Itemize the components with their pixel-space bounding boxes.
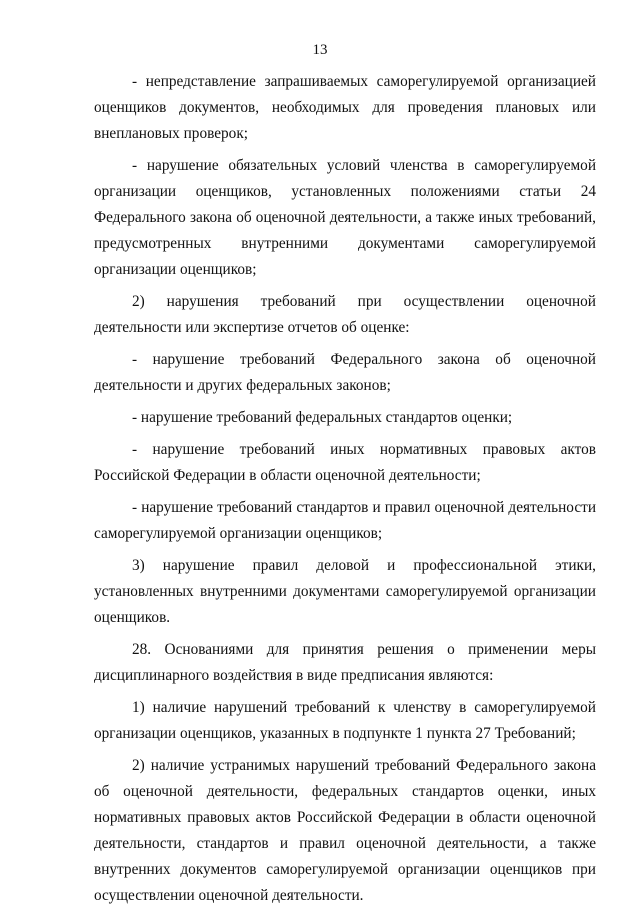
paragraph-5: - нарушение требований федеральных стандартов оценки; [132, 409, 513, 426]
document-body [94, 69, 596, 915]
paragraph-1: - непредставление запрашиваемых саморегулируемой организацией оценщиков документов, необходимых для проведения плановых или внеплановых проверок; [94, 73, 596, 142]
page-number: 13 [312, 42, 328, 58]
paragraph-10: 1) наличие нарушений требований к членству в саморегулируемой организации оценщиков, указанных в подпункте 1 пункта 27 Требований; [94, 699, 596, 742]
paragraph-8: 3) нарушение правил деловой и профессиональной этики, установленных внутренними документами саморегулируемой организации оценщиков. [94, 557, 596, 626]
paragraph-4: - нарушение требований Федерального закона об оценочной деятельности и других федеральных законов; [94, 351, 596, 394]
paragraph-11: 2) наличие устранимых нарушений требований Федерального закона об оценочной деятельности, федеральных стандартов оценки, иных нормативных правовых актов Российской Федерации в области оценочной деятельности, стандартов и правил оценочной деятельности, а также внутренних документов саморегулируемой организации оценщиков при осуществлении оценочной деятельности. [94, 757, 596, 904]
paragraph-2: - нарушение обязательных условий членства в саморегулируемой организации оценщиков, установленных положениями статьи 24 Федерального закона об оценочной деятельности, а также иных требований, предусмотренных внутренними документами саморегулируемой организации оценщиков; [94, 157, 596, 278]
paragraph-9: 28. Основаниями для принятия решения о применении меры дисциплинарного воздействия в виде предписания являются: [94, 641, 596, 684]
paragraph-3: 2) нарушения требований при осуществлении оценочной деятельности или экспертизе отчетов об оценке: [94, 293, 596, 336]
paragraph-6: - нарушение требований иных нормативных правовых актов Российской Федерации в области оценочной деятельности; [94, 441, 596, 484]
paragraph-7: - нарушение требований стандартов и правил оценочной деятельности саморегулируемой организации оценщиков; [94, 499, 596, 542]
